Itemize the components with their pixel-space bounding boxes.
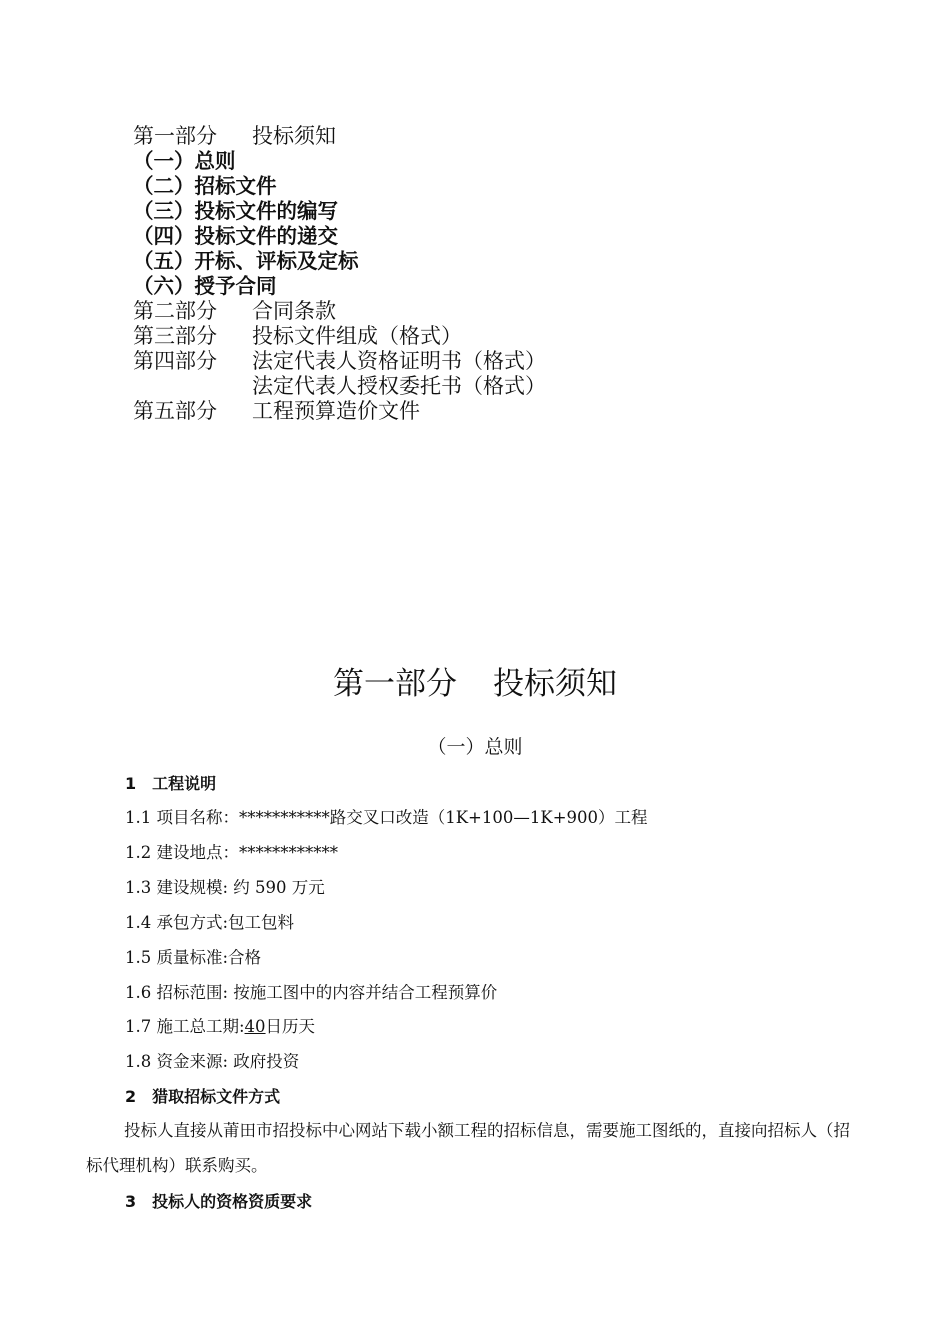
page-title-part: 第一部分: [333, 666, 457, 702]
toc-part-title: 合同条款: [252, 299, 336, 323]
toc-part-label: 第五部分: [133, 399, 217, 423]
section-3-heading: 3 投标人的资格资质要求: [125, 1192, 313, 1211]
item-scope: 1.6 招标范围: 按施工图中的内容并结合工程预算价: [125, 983, 498, 1002]
item-period-value: 40: [244, 1017, 266, 1036]
toc-part-label: 第一部分: [133, 124, 217, 148]
item-period-label: 1.7 施工总工期:: [125, 1017, 245, 1036]
item-funding: 1.8 资金来源: 政府投资: [125, 1052, 300, 1071]
toc-part-4-second-title: 法定代表人授权委托书（格式）: [252, 374, 546, 398]
page-title-text: 投标须知: [493, 666, 617, 702]
item-project-name: 1.1 项目名称：***********路交叉口改造（1K+100—1K+900）工程: [125, 808, 648, 827]
toc-part-2: [133, 299, 546, 324]
section-2-heading: 2 猎取招标文件方式: [125, 1087, 281, 1106]
toc-section: （六）授予合同: [133, 274, 277, 298]
toc-section: （三）投标文件的编写: [133, 199, 338, 223]
toc-part-label: 第四部分: [133, 349, 217, 373]
item-location: 1.2 建设地点：************: [125, 843, 338, 862]
toc-part-5: [133, 399, 546, 424]
toc-part-1: [133, 124, 546, 149]
toc-part-label: 第二部分: [133, 299, 217, 323]
toc-part-title: 投标文件组成（格式）: [252, 324, 462, 348]
item-contract-type: 1.4 承包方式:包工包料: [125, 913, 295, 932]
toc-section: （一）总则: [133, 149, 236, 173]
toc-part-title: 法定代表人资格证明书（格式）: [252, 349, 546, 373]
toc-part-title: 工程预算造价文件: [252, 399, 420, 423]
section-title: （一）总则: [427, 736, 523, 758]
page-title: [0, 662, 950, 706]
item-quality: 1.5 质量标准:合格: [125, 948, 262, 967]
toc-section: （四）投标文件的递交: [133, 224, 338, 248]
toc-part-4: [133, 349, 546, 374]
item-scale: 1.3 建设规模: 约 590 万元: [125, 878, 325, 897]
toc-part-label: 第三部分: [133, 324, 217, 348]
section-1-heading: 1 工程说明: [125, 774, 217, 793]
toc-section: （二）招标文件: [133, 174, 277, 198]
table-of-contents: [133, 124, 546, 424]
toc-section: （五）开标、评标及定标: [133, 249, 359, 273]
item-period-unit: 日历天: [265, 1017, 316, 1036]
section-2-paragraph: 投标人直接从莆田市招投标中心网站下载小额工程的招标信息，需要施工图纸的，直接向招标人（招标代理机构）联系购买。: [86, 1121, 850, 1175]
toc-part-title: 投标须知: [252, 124, 336, 148]
toc-part-3: [133, 324, 546, 349]
item-period: [125, 1015, 315, 1039]
